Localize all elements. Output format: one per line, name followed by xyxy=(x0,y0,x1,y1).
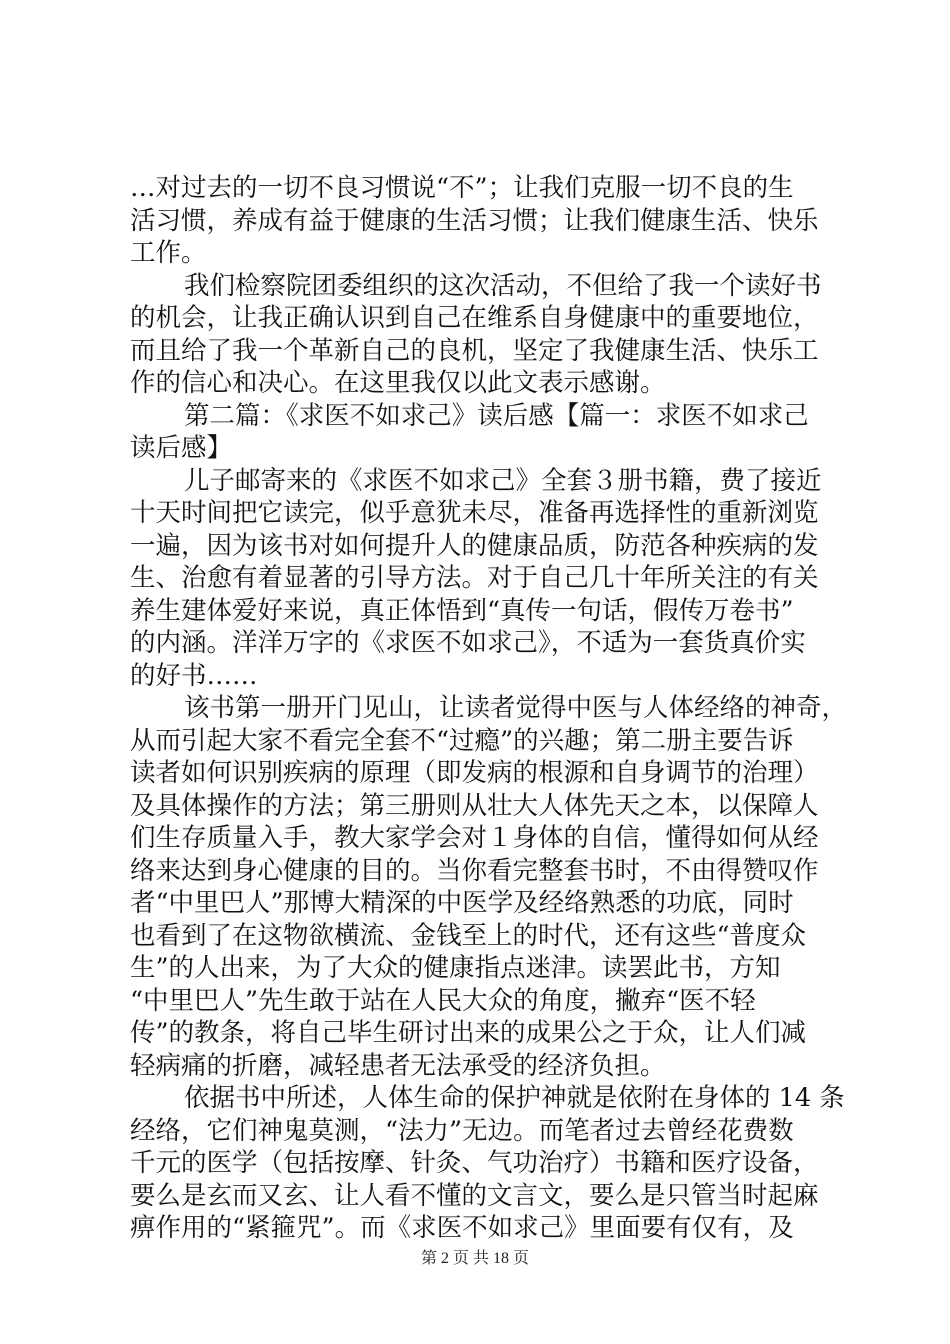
text-line: 工作。 xyxy=(130,238,207,268)
text-line: 传”的教条，将自己毕生研讨出来的成果公之于众，让人们减 xyxy=(130,1018,807,1048)
text-line: 的机会，让我正确认识到自己在维系自身健康中的重要地位， xyxy=(130,303,819,333)
text-line: 者“中里巴人”那博大精深的中医学及经络熟悉的功底，同时 xyxy=(130,888,794,918)
text-line: 第二篇：《求医不如求己》读后感【篇一：求医不如求己 xyxy=(184,400,809,431)
paragraph xyxy=(130,172,830,270)
paragraph xyxy=(130,270,830,400)
text-line: 轻病痛的折磨，减轻患者无法承受的经济负担。 xyxy=(130,1050,666,1081)
text-line: 作的信心和决心。在这里我仅以此文表示感谢。 xyxy=(130,368,666,398)
document-body xyxy=(130,172,848,1245)
section-heading xyxy=(130,400,830,465)
text-line: 我们检察院团委组织的这次活动，不但给了我一个读好书 xyxy=(184,270,822,301)
text-line: 依据书中所述，人体生命的保护神就是依附在身体的 14 条 xyxy=(184,1083,845,1113)
paragraph xyxy=(130,692,848,1082)
text-line: 经络，它们神鬼莫测，“法力”无边。而笔者过去曾经花费数 xyxy=(130,1115,794,1146)
text-line: 读者如何识别疾病的原理（即发病的根源和自身调节的治理） xyxy=(130,758,819,788)
text-line: 生、治愈有着显著的引导方法。对于自己几十年所关注的有关 xyxy=(130,563,819,593)
text-line: 们生存质量入手，教大家学会对１身体的自信，懂得如何从经 xyxy=(130,823,819,853)
text-line: 养生建体爱好来说，真正体悟到“真传一句话，假传万卷书” xyxy=(130,595,794,626)
text-line: 十天时间把它读完，似乎意犹未尽，准备再选择性的重新浏览 xyxy=(130,498,819,528)
text-line: 而且给了我一个革新自己的良机，坚定了我健康生活、快乐工 xyxy=(130,335,819,366)
paragraph xyxy=(130,465,830,693)
text-line: 的内涵。洋洋万字的《求医不如求己》，不适为一套货真价实 xyxy=(130,628,806,658)
text-line: “中里巴人”先生敢于站在人民大众的角度，撇弃“医不轻 xyxy=(130,985,756,1016)
text-line: 儿子邮寄来的《求医不如求己》全套３册书籍，费了接近 xyxy=(184,465,822,496)
text-line: 要么是玄而又玄、让人看不懂的文言文，要么是只管当时起麻 xyxy=(130,1180,819,1211)
text-line: 活习惯，养成有益于健康的生活习惯；让我们健康生活、快乐 xyxy=(130,205,819,236)
text-line: 该书第一册开门见山，让读者觉得中医与人体经络的神奇， xyxy=(184,693,848,723)
text-line: 痹作用的“紧箍咒”。而《求医不如求己》里面要有仅有，及 xyxy=(130,1213,794,1243)
text-line: 络来达到身心健康的目的。当你看完整套书时，不由得赞叹作 xyxy=(130,855,819,886)
text-line: 及具体操作的方法；第三册则从壮大人体先天之本，以保障人 xyxy=(130,790,819,821)
text-line: 一遍，因为该书对如何提升人的健康品质，防范各种疾病的发 xyxy=(130,530,819,561)
text-line: 从而引起大家不看完全套不“过瘾”的兴趣；第二册主要告诉 xyxy=(130,725,794,756)
text-line: 的好书…… xyxy=(130,660,258,691)
paragraph xyxy=(130,1082,845,1245)
text-line: 生”的人出来，为了大众的健康指点迷津。读罢此书，方知 xyxy=(130,953,781,983)
text-line: 读后感】 xyxy=(130,433,233,463)
text-line: 千元的医学（包括按摩、针灸、气功治疗）书籍和医疗设备， xyxy=(130,1148,819,1178)
page-number-footer: 第 2 页 共 18 页 xyxy=(420,1250,529,1267)
text-line: 也看到了在这物欲横流、金钱至上的时代，还有这些“普度众 xyxy=(130,920,807,951)
text-line: …对过去的一切不良习惯说“不”；让我们克服一切不良的生 xyxy=(130,173,794,203)
